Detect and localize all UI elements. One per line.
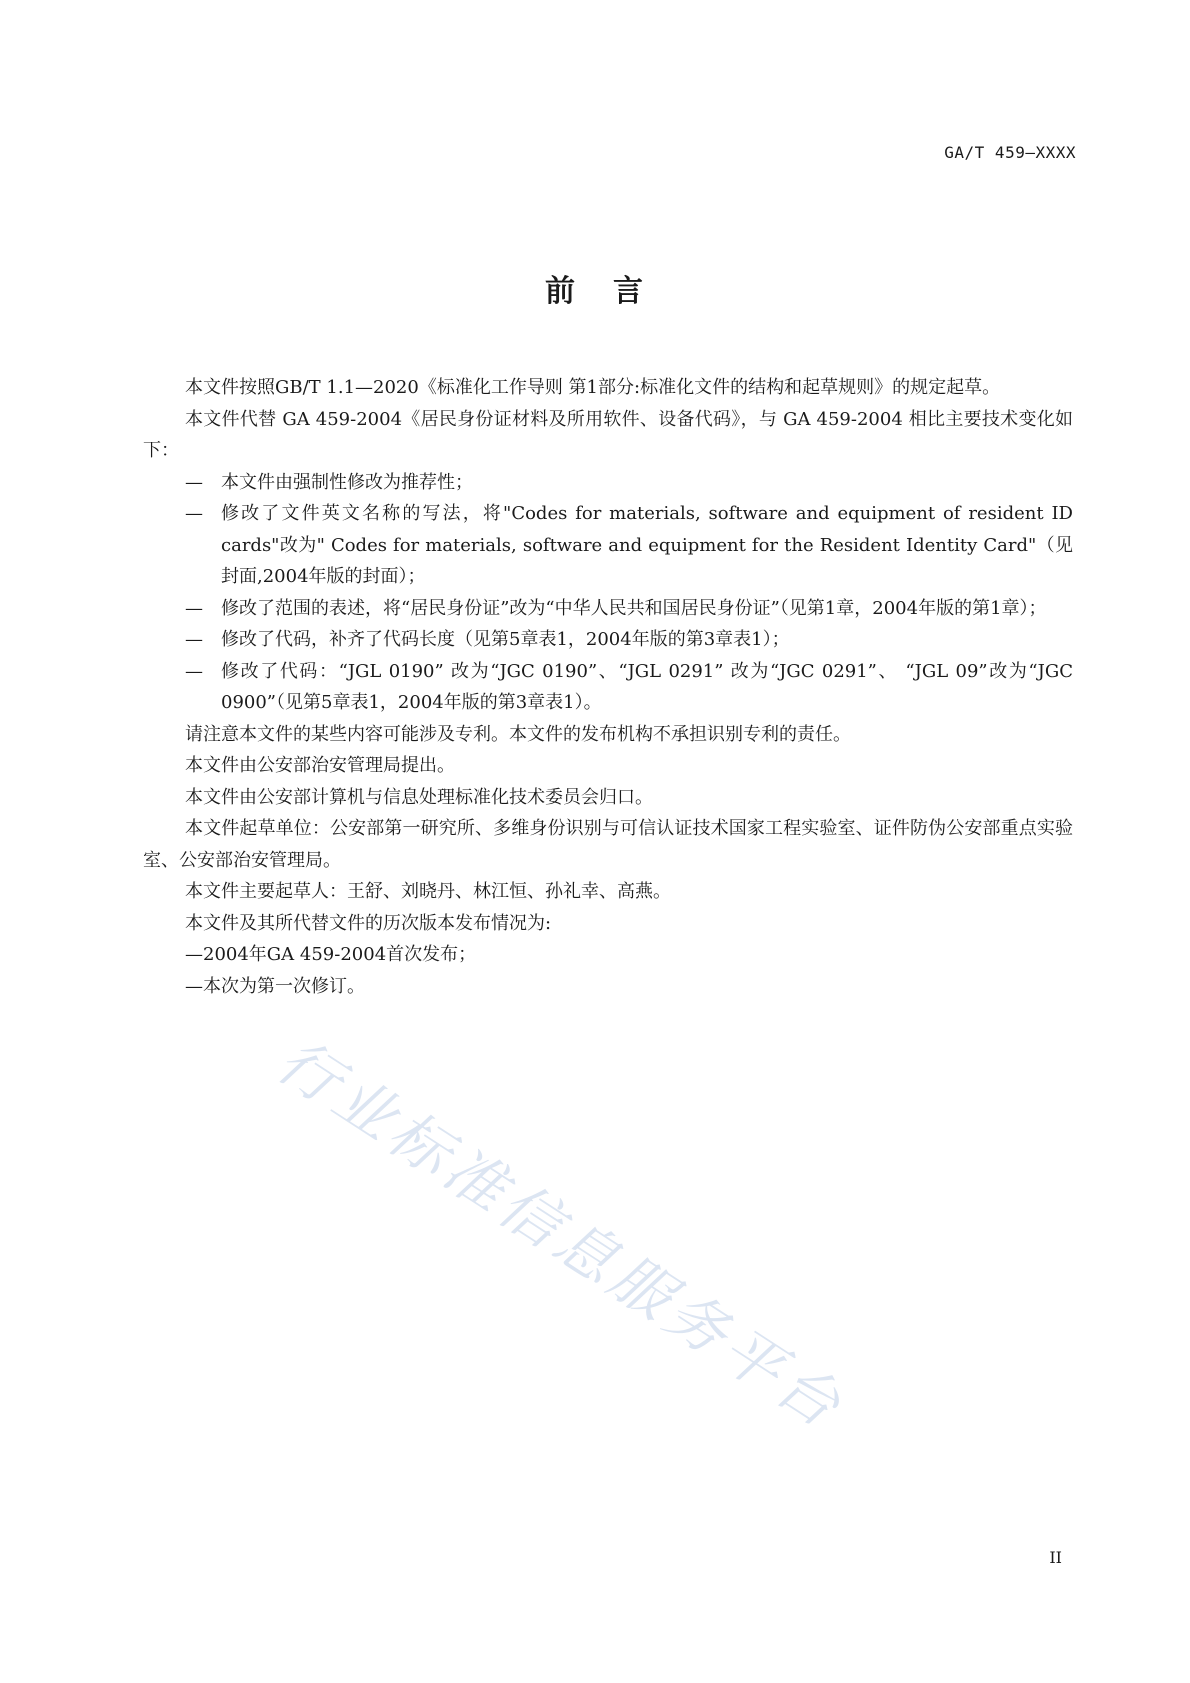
paragraph-committee: 本文件由公安部计算机与信息处理标准化技术委员会归口。	[185, 786, 653, 808]
dash-marker: —	[185, 660, 203, 682]
page-number: II	[1049, 1548, 1062, 1567]
paragraph-proposer: 本文件由公安部治安管理局提出。	[185, 755, 455, 776]
change-item	[143, 498, 1073, 593]
standard-code: GA/T 459—XXXX	[944, 143, 1076, 162]
paragraph-patent-notice: 请注意本文件的某些内容可能涉及专利。本文件的发布机构不承担识别专利的责任。	[185, 723, 851, 745]
change-item-text: 修改了范围的表述，将“居民身份证”改为“中华人民共和国居民身份证”（见第1章，2004年版的第1章）；	[221, 597, 1047, 619]
page-title	[0, 266, 1190, 310]
dash-marker: —	[185, 471, 203, 493]
paragraph-drafters: 本文件主要起草人：王舒、刘晓丹、林江恒、孙礼幸、高燕。	[185, 881, 671, 902]
dash-marker: —	[185, 629, 203, 650]
change-item-text: 本文件由强制性修改为推荐性；	[221, 471, 473, 493]
history-item: —2004年GA 459-2004首次发布；	[185, 944, 477, 965]
title-char-2: 言	[613, 274, 645, 309]
change-item	[143, 656, 1073, 719]
foreword-body	[143, 372, 1073, 1002]
dash-marker: —	[185, 503, 203, 524]
paragraph-drafting-units: 本文件起草单位：公安部第一研究所、多维身份识别与可信认证技术国家工程实验室、证件防伪公安部重点实验室、公安部治安管理局。	[143, 818, 1073, 871]
change-item-text: 修改了代码：“JGL 0190” 改为“JGC 0190”、“JGL 0291” 改为“JGC 0291”、 “JGL 09”改为“JGC 0900”（见第5章表1，2004年版的第3章表1）。	[221, 660, 1073, 713]
change-item-text: 修改了代码，补齐了代码长度（见第5章表1，2004年版的第3章表1）；	[221, 629, 790, 650]
history-item: —本次为第一次修订。	[185, 975, 365, 997]
title-char-1: 前	[545, 274, 577, 309]
paragraph-history-intro: 本文件及其所代替文件的历次版本发布情况为:	[185, 912, 552, 934]
change-item	[143, 624, 1073, 656]
change-item	[143, 593, 1073, 625]
paragraph-replacement: 本文件代替 GA 459-2004《居民身份证材料及所用软件、设备代码》，与 GA 459-2004 相比主要技术变化如下：	[143, 408, 1073, 461]
paragraph-drafting-basis: 本文件按照GB/T 1.1—2020《标准化工作导则 第1部分:标准化文件的结构和起草规则》的规定起草。	[185, 377, 1001, 398]
dash-marker: —	[185, 597, 203, 619]
change-item-text: 修改了文件英文名称的写法，将"Codes for materials, software and equipment of resident ID cards"改为" Codes for materials, software and equipment for the Resident Identity Card"（见封面,2004年版的封面）；	[221, 503, 1073, 587]
watermark-text: 行业标准信息服务平台	[264, 1025, 857, 1445]
change-item	[143, 467, 1073, 499]
